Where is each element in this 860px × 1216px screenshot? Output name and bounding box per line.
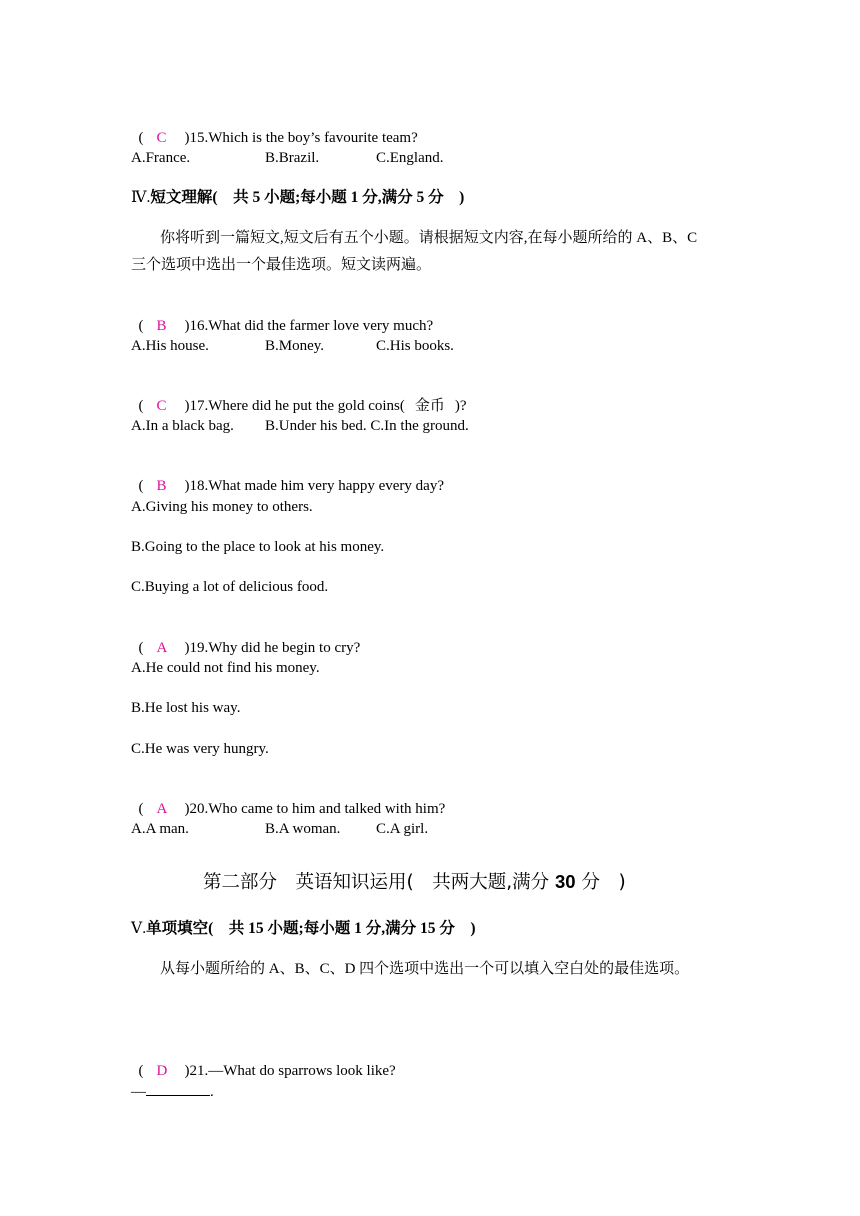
question-17 bbox=[131, 376, 467, 416]
question-21 bbox=[131, 1041, 396, 1081]
part-2-title-post: 分 ) bbox=[575, 872, 626, 893]
option-19-b: B.He lost his way. bbox=[131, 700, 241, 716]
section-5-full: 15 bbox=[419, 920, 436, 937]
question-21-text: )21.—What do sparrows look like? bbox=[184, 1063, 396, 1079]
section-4-title: 短文理解( bbox=[150, 189, 218, 206]
option-16-a: A.His house. bbox=[131, 338, 209, 354]
option-19-a: A.He could not find his money. bbox=[131, 660, 320, 676]
section-5-title: 单项填空( bbox=[146, 920, 214, 937]
section-5-end: 分 ) bbox=[435, 920, 476, 937]
section-5-per: 1 bbox=[354, 920, 362, 937]
answer-19: A bbox=[156, 640, 168, 656]
section-4-count-pre: 共 bbox=[233, 189, 253, 206]
paren-open: ( bbox=[138, 478, 144, 494]
question-21-reply bbox=[131, 1081, 214, 1102]
paren-open: ( bbox=[138, 318, 144, 334]
question-15 bbox=[131, 108, 418, 148]
option-16-c: C.His books. bbox=[376, 338, 454, 354]
section-4-full-pre: 分,满分 bbox=[358, 189, 417, 206]
question-16-text: )16.What did the farmer love very much? bbox=[184, 318, 434, 334]
paren-open: ( bbox=[138, 398, 144, 414]
section-4-count-mid: 小题;每小题 bbox=[260, 189, 351, 206]
part-2-title-pre: 第二部分 英语知识运用( 共两大题,满分 bbox=[203, 872, 555, 893]
paren-open: ( bbox=[138, 1063, 144, 1079]
question-17-text-end: )? bbox=[454, 398, 467, 414]
option-16-b: B.Money. bbox=[265, 338, 325, 354]
section-5-instruction: 从每小题所给的 A、B、C、D 四个选项中选出一个可以填入空白处的最佳选项。 bbox=[160, 961, 690, 977]
option-15-b: B.Brazil. bbox=[265, 150, 320, 166]
option-15-c: C.England. bbox=[376, 150, 444, 166]
section-4-count: 5 bbox=[252, 189, 261, 206]
section-5-count-mid: 小题;每小题 bbox=[263, 920, 355, 937]
option-20-c: C.A girl. bbox=[376, 821, 429, 837]
option-18-c: C.Buying a lot of delicious food. bbox=[131, 579, 329, 595]
section-4-end: 分 ) bbox=[424, 189, 465, 206]
reply-end: . bbox=[210, 1084, 214, 1100]
section-4-instruction-1: 你将听到一篇短文,短文后有五个小题。请根据短文内容,在每小题所给的 A、B、C bbox=[160, 230, 698, 246]
question-20 bbox=[131, 779, 445, 819]
option-17-bc: B.Under his bed. C.In the ground. bbox=[265, 418, 469, 434]
section-5-numeral: Ⅴ. bbox=[131, 920, 147, 937]
option-17-a: A.In a black bag. bbox=[131, 418, 234, 434]
option-15-a: A.France. bbox=[131, 150, 191, 166]
question-17-text: )17.Where did he put the gold coins( bbox=[184, 398, 405, 414]
paren-open: ( bbox=[138, 130, 144, 146]
answer-blank bbox=[146, 1081, 210, 1096]
option-18-b: B.Going to the place to look at his money. bbox=[131, 539, 385, 555]
answer-16: B bbox=[156, 318, 167, 334]
part-2-title bbox=[203, 868, 626, 894]
question-18 bbox=[131, 456, 444, 496]
question-16 bbox=[131, 296, 433, 336]
section-5-heading bbox=[131, 919, 476, 939]
section-4-full: 5 bbox=[416, 189, 425, 206]
section-4-per: 1 bbox=[350, 189, 359, 206]
answer-20: A bbox=[156, 801, 168, 817]
section-5-full-pre: 分,满分 bbox=[361, 920, 420, 937]
answer-15: C bbox=[156, 130, 167, 146]
paren-open: ( bbox=[138, 640, 144, 656]
answer-21: D bbox=[156, 1063, 168, 1079]
question-17-gloss: 金币 bbox=[414, 398, 445, 414]
section-4-heading bbox=[131, 188, 464, 208]
option-20-b: B.A woman. bbox=[265, 821, 341, 837]
section-5-count-pre: 共 bbox=[228, 920, 249, 937]
reply-dash: — bbox=[131, 1084, 146, 1100]
option-19-c: C.He was very hungry. bbox=[131, 741, 269, 757]
question-15-text: )15.Which is the boy’s favourite team? bbox=[184, 130, 418, 146]
paren-open: ( bbox=[138, 801, 144, 817]
answer-18: B bbox=[156, 478, 167, 494]
answer-17: C bbox=[156, 398, 167, 414]
question-20-text: )20.Who came to him and talked with him? bbox=[184, 801, 446, 817]
section-4-instruction-2: 三个选项中选出一个最佳选项。短文读两遍。 bbox=[131, 257, 432, 273]
section-5-count: 15 bbox=[248, 920, 264, 937]
question-19 bbox=[131, 618, 360, 658]
option-18-a: A.Giving his money to others. bbox=[131, 499, 313, 515]
part-2-score: 30 bbox=[554, 871, 576, 892]
section-4-numeral: Ⅳ. bbox=[131, 189, 151, 206]
question-19-text: )19.Why did he begin to cry? bbox=[184, 640, 361, 656]
option-20-a: A.A man. bbox=[131, 821, 189, 837]
question-18-text: )18.What made him very happy every day? bbox=[184, 478, 444, 494]
